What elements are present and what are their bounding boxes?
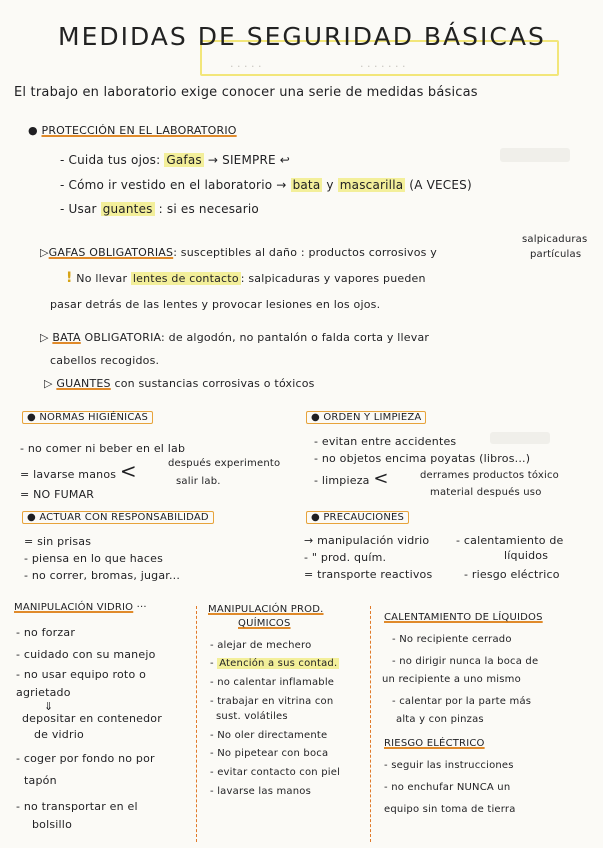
quimicos-item: - Atención a sus contad.	[210, 658, 338, 669]
vidrio-item-cont: de vidrio	[34, 728, 84, 741]
quimicos-text: No pipetear con boca	[217, 748, 329, 759]
orden-heading: ● ORDEN Y LIMPIEZA	[306, 412, 426, 424]
orden-item-1: - evitan entre accidentes	[314, 435, 457, 448]
vidrio-text: coger por fondo no por	[23, 752, 155, 765]
gafas-line: ▷GAFAS OBLIGATORIAS: susceptibles al daño : productos corrosivos y	[40, 246, 437, 259]
electrico-text: seguir las instrucciones	[391, 760, 514, 771]
precauciones-text-4a: calentamiento de	[463, 534, 564, 547]
precauciones-text-3: transporte reactivos	[317, 568, 433, 581]
precauciones-heading: ● PRECAUCIONES	[306, 512, 409, 524]
vidrio-text: cuidado con su manejo	[23, 648, 156, 661]
electrico-heading	[384, 738, 485, 750]
column-divider	[370, 606, 371, 842]
bata-highlight: bata	[292, 178, 321, 192]
proteccion-heading: ● PROTECCIÓN EN EL LABORATORIO	[28, 124, 237, 137]
electrico-heading-label: RIESGO ELÉCTRICO	[384, 738, 485, 749]
warn-text-a: No llevar	[76, 272, 131, 285]
actuar-text-1: sin prisas	[37, 535, 92, 548]
warn-text-c: : salpicaduras y vapores pueden	[240, 272, 426, 285]
bleed-through-text: · · · · · · ·	[360, 60, 406, 73]
bleed-through-text: · · · · ·	[230, 60, 262, 73]
quimicos-item: - No pipetear con boca	[210, 748, 329, 759]
a-veces-text: (A VECES)	[405, 178, 472, 192]
orden-text-3: limpieza	[321, 474, 370, 487]
bata-line: ▷ BATA OBLIGATORIA: de algodón, no pantalón o falda corta y llevar	[40, 331, 430, 344]
actuar-heading: ● ACTUAR CON RESPONSABILIDAD	[22, 512, 214, 524]
orden-heading-label: ORDEN Y LIMPIEZA	[323, 412, 422, 423]
calentamiento-item-cont: alta y con pinzas	[396, 714, 484, 725]
orden-text-2: no objetos encima poyatas (libros...)	[321, 452, 531, 465]
calentamiento-item: - No recipiente cerrado	[392, 634, 512, 645]
electrico-item-cont: equipo sin toma de tierra	[384, 804, 516, 815]
bleed-through-shadow	[500, 148, 570, 162]
quimicos-text: lavarse las manos	[217, 786, 312, 797]
calentamiento-heading-label: CALENTAMIENTO DE LÍQUIDOS	[384, 612, 543, 623]
necesario-text: : si es necesario	[154, 202, 259, 216]
precauciones-item-5: - riesgo eléctrico	[464, 568, 560, 581]
vidrio-text: no usar equipo roto o	[23, 668, 147, 681]
electrico-text: no enchufar NUNCA un	[391, 782, 511, 793]
normas-item-2: = lavarse manos <	[20, 459, 137, 483]
normas-text-2: lavarse manos	[33, 468, 117, 481]
guantes-line: ▷ GUANTES con sustancias corrosivas o tóxicos	[44, 377, 315, 390]
quimicos-text: trabajar en vitrina con	[217, 696, 334, 707]
guantes-text: con sustancias corrosivas o tóxicos	[110, 377, 315, 390]
electrico-item: - no enchufar NUNCA un	[384, 782, 511, 793]
proteccion-item-ojos: - Cuida tus ojos: Gafas → SIEMPRE ↩	[60, 153, 291, 167]
calentamiento-item: - no dirigir nunca la boca de	[392, 656, 539, 667]
siempre-text: → SIEMPRE	[203, 153, 276, 167]
guantes-label: GUANTES	[56, 377, 111, 390]
normas-item-1: - no comer ni beber en el lab	[20, 442, 186, 455]
vestido-text: Cómo ir vestido en el laboratorio →	[68, 178, 291, 192]
normas-heading-label: NORMAS HIGIÉNICAS	[39, 412, 149, 423]
orden-item-3: - limpieza <	[314, 468, 389, 489]
precauciones-text-5: riesgo eléctrico	[471, 568, 560, 581]
gafas-highlight: Gafas	[166, 153, 202, 167]
normas-text-1: no comer ni beber en el lab	[27, 442, 186, 455]
orden-item-2: - no objetos encima poyatas (libros...)	[314, 452, 531, 465]
vidrio-text: no forzar	[23, 626, 76, 639]
warning-line-2: pasar detrás de las lentes y provocar lesiones en los ojos.	[50, 298, 381, 311]
precauciones-text-1: manipulación vidrio	[317, 534, 430, 547]
bata-line-2: cabellos recogidos.	[50, 354, 160, 367]
bata-label: BATA	[52, 331, 81, 344]
calentamiento-text: calentar por la parte más	[399, 696, 532, 707]
ojos-text: Cuida tus ojos:	[68, 153, 165, 167]
gafas-text: : susceptibles al daño : productos corrosivos y	[173, 246, 437, 259]
vidrio-item: - cuidado con su manejo	[16, 648, 156, 661]
actuar-item-2: - piensa en lo que haces	[24, 552, 164, 565]
normas-item-3: = NO FUMAR	[20, 488, 95, 501]
bata-text: OBLIGATORIA: de algodón, no pantalón o falda corta y llevar	[80, 331, 430, 344]
actuar-text-2: piensa en lo que haces	[31, 552, 164, 565]
vidrio-item: - no usar equipo roto o	[16, 668, 147, 681]
intro-text: El trabajo en laboratorio exige conocer una serie de medidas básicas	[14, 85, 478, 100]
quimicos-item: - evitar contacto con piel	[210, 767, 341, 778]
warning-icon: !	[66, 270, 73, 286]
normas-item-2b: salir lab.	[176, 476, 221, 487]
calentamiento-text: no dirigir nunca la boca de	[399, 656, 539, 667]
quimicos-item: - no calentar inflamable	[210, 677, 335, 688]
quimicos-item: - trabajar en vitrina con	[210, 696, 334, 707]
y-text: y	[322, 178, 338, 192]
electrico-item: - seguir las instrucciones	[384, 760, 514, 771]
proteccion-item-guantes: - Usar guantes : si es necesario	[60, 202, 259, 216]
gafas-side-salpicaduras: salpicaduras	[522, 234, 588, 245]
gafas-label: GAFAS OBLIGATORIAS	[48, 246, 174, 259]
arrow-down-icon: ⇓	[44, 700, 54, 713]
guantes-highlight: guantes	[102, 202, 153, 216]
calentamiento-item-cont: un recipiente a uno mismo	[382, 674, 521, 685]
quimicos-item: - lavarse las manos	[210, 786, 312, 797]
vidrio-item: - no forzar	[16, 626, 76, 639]
usar-text: Usar	[68, 202, 101, 216]
precauciones-item-4: - calentamiento de	[456, 534, 564, 547]
vidrio-item-cont: tapón	[24, 774, 57, 787]
column-divider	[196, 606, 197, 842]
proteccion-heading-label: PROTECCIÓN EN EL LABORATORIO	[41, 124, 237, 137]
quimicos-heading-label: MANIPULACIÓN PROD.	[208, 604, 324, 615]
vidrio-item: - no transportar en el	[16, 800, 138, 813]
page-title: MEDIDAS DE SEGURIDAD BÁSICAS	[58, 22, 546, 51]
orden-item-3b: material después uso	[430, 487, 542, 498]
actuar-text-3: no correr, bromas, jugar...	[31, 569, 181, 582]
actuar-heading-label: ACTUAR CON RESPONSABILIDAD	[39, 512, 209, 523]
quimicos-heading-label-2: QUÍMICOS	[238, 618, 291, 629]
precauciones-item-4b: líquidos	[504, 549, 549, 562]
vidrio-heading-label: MANIPULACIÓN VIDRIO	[14, 602, 134, 613]
normas-text-3: NO FUMAR	[33, 488, 95, 501]
calentamiento-item: - calentar por la parte más	[392, 696, 532, 707]
normas-item-2a: después experimento	[168, 458, 281, 469]
calentamiento-text: No recipiente cerrado	[399, 634, 512, 645]
actuar-item-3: - no correr, bromas, jugar...	[24, 569, 181, 582]
precauciones-text-2: " prod. quím.	[311, 551, 387, 564]
quimicos-heading	[208, 604, 324, 616]
warning-line	[66, 272, 426, 285]
gafas-side-particulas: partículas	[530, 249, 582, 260]
mascarilla-highlight: mascarilla	[339, 178, 404, 192]
quimicos-item: - alejar de mechero	[210, 640, 312, 651]
lentes-highlight: lentes de contacto	[132, 272, 239, 285]
quimicos-text: alejar de mechero	[217, 640, 312, 651]
vidrio-item: - coger por fondo no por	[16, 752, 155, 765]
precauciones-item-2: - " prod. quím.	[304, 551, 387, 564]
quimicos-item: - No oler directamente	[210, 730, 328, 741]
proteccion-item-vestido: - Cómo ir vestido en el laboratorio → bata y mascarilla (A VECES)	[60, 178, 472, 192]
normas-heading: ● NORMAS HIGIÉNICAS	[22, 412, 153, 424]
bleed-through-shadow	[490, 432, 550, 444]
quimicos-text: no calentar inflamable	[217, 677, 335, 688]
vidrio-item: depositar en contenedor	[22, 712, 162, 725]
orden-text-1: evitan entre accidentes	[321, 435, 457, 448]
quimicos-text: evitar contacto con piel	[217, 767, 341, 778]
actuar-item-1: = sin prisas	[24, 535, 92, 548]
vidrio-heading: MANIPULACIÓN VIDRIO ···	[14, 602, 147, 613]
quimicos-highlight: Atención a sus contad.	[219, 658, 338, 669]
vidrio-item-cont: bolsillo	[32, 818, 72, 831]
precauciones-item-1: → manipulación vidrio	[304, 534, 430, 547]
vidrio-text: no transportar en el	[23, 800, 138, 813]
quimicos-heading-2	[238, 618, 291, 630]
quimicos-item-cont: sust. volátiles	[216, 711, 288, 722]
orden-item-3a: derrames productos tóxico	[420, 470, 559, 481]
precauciones-heading-label: PRECAUCIONES	[323, 512, 405, 523]
precauciones-item-3: = transporte reactivos	[304, 568, 433, 581]
vidrio-item-cont: agrietado	[16, 686, 71, 699]
calentamiento-heading	[384, 612, 543, 624]
quimicos-text: No oler directamente	[217, 730, 328, 741]
